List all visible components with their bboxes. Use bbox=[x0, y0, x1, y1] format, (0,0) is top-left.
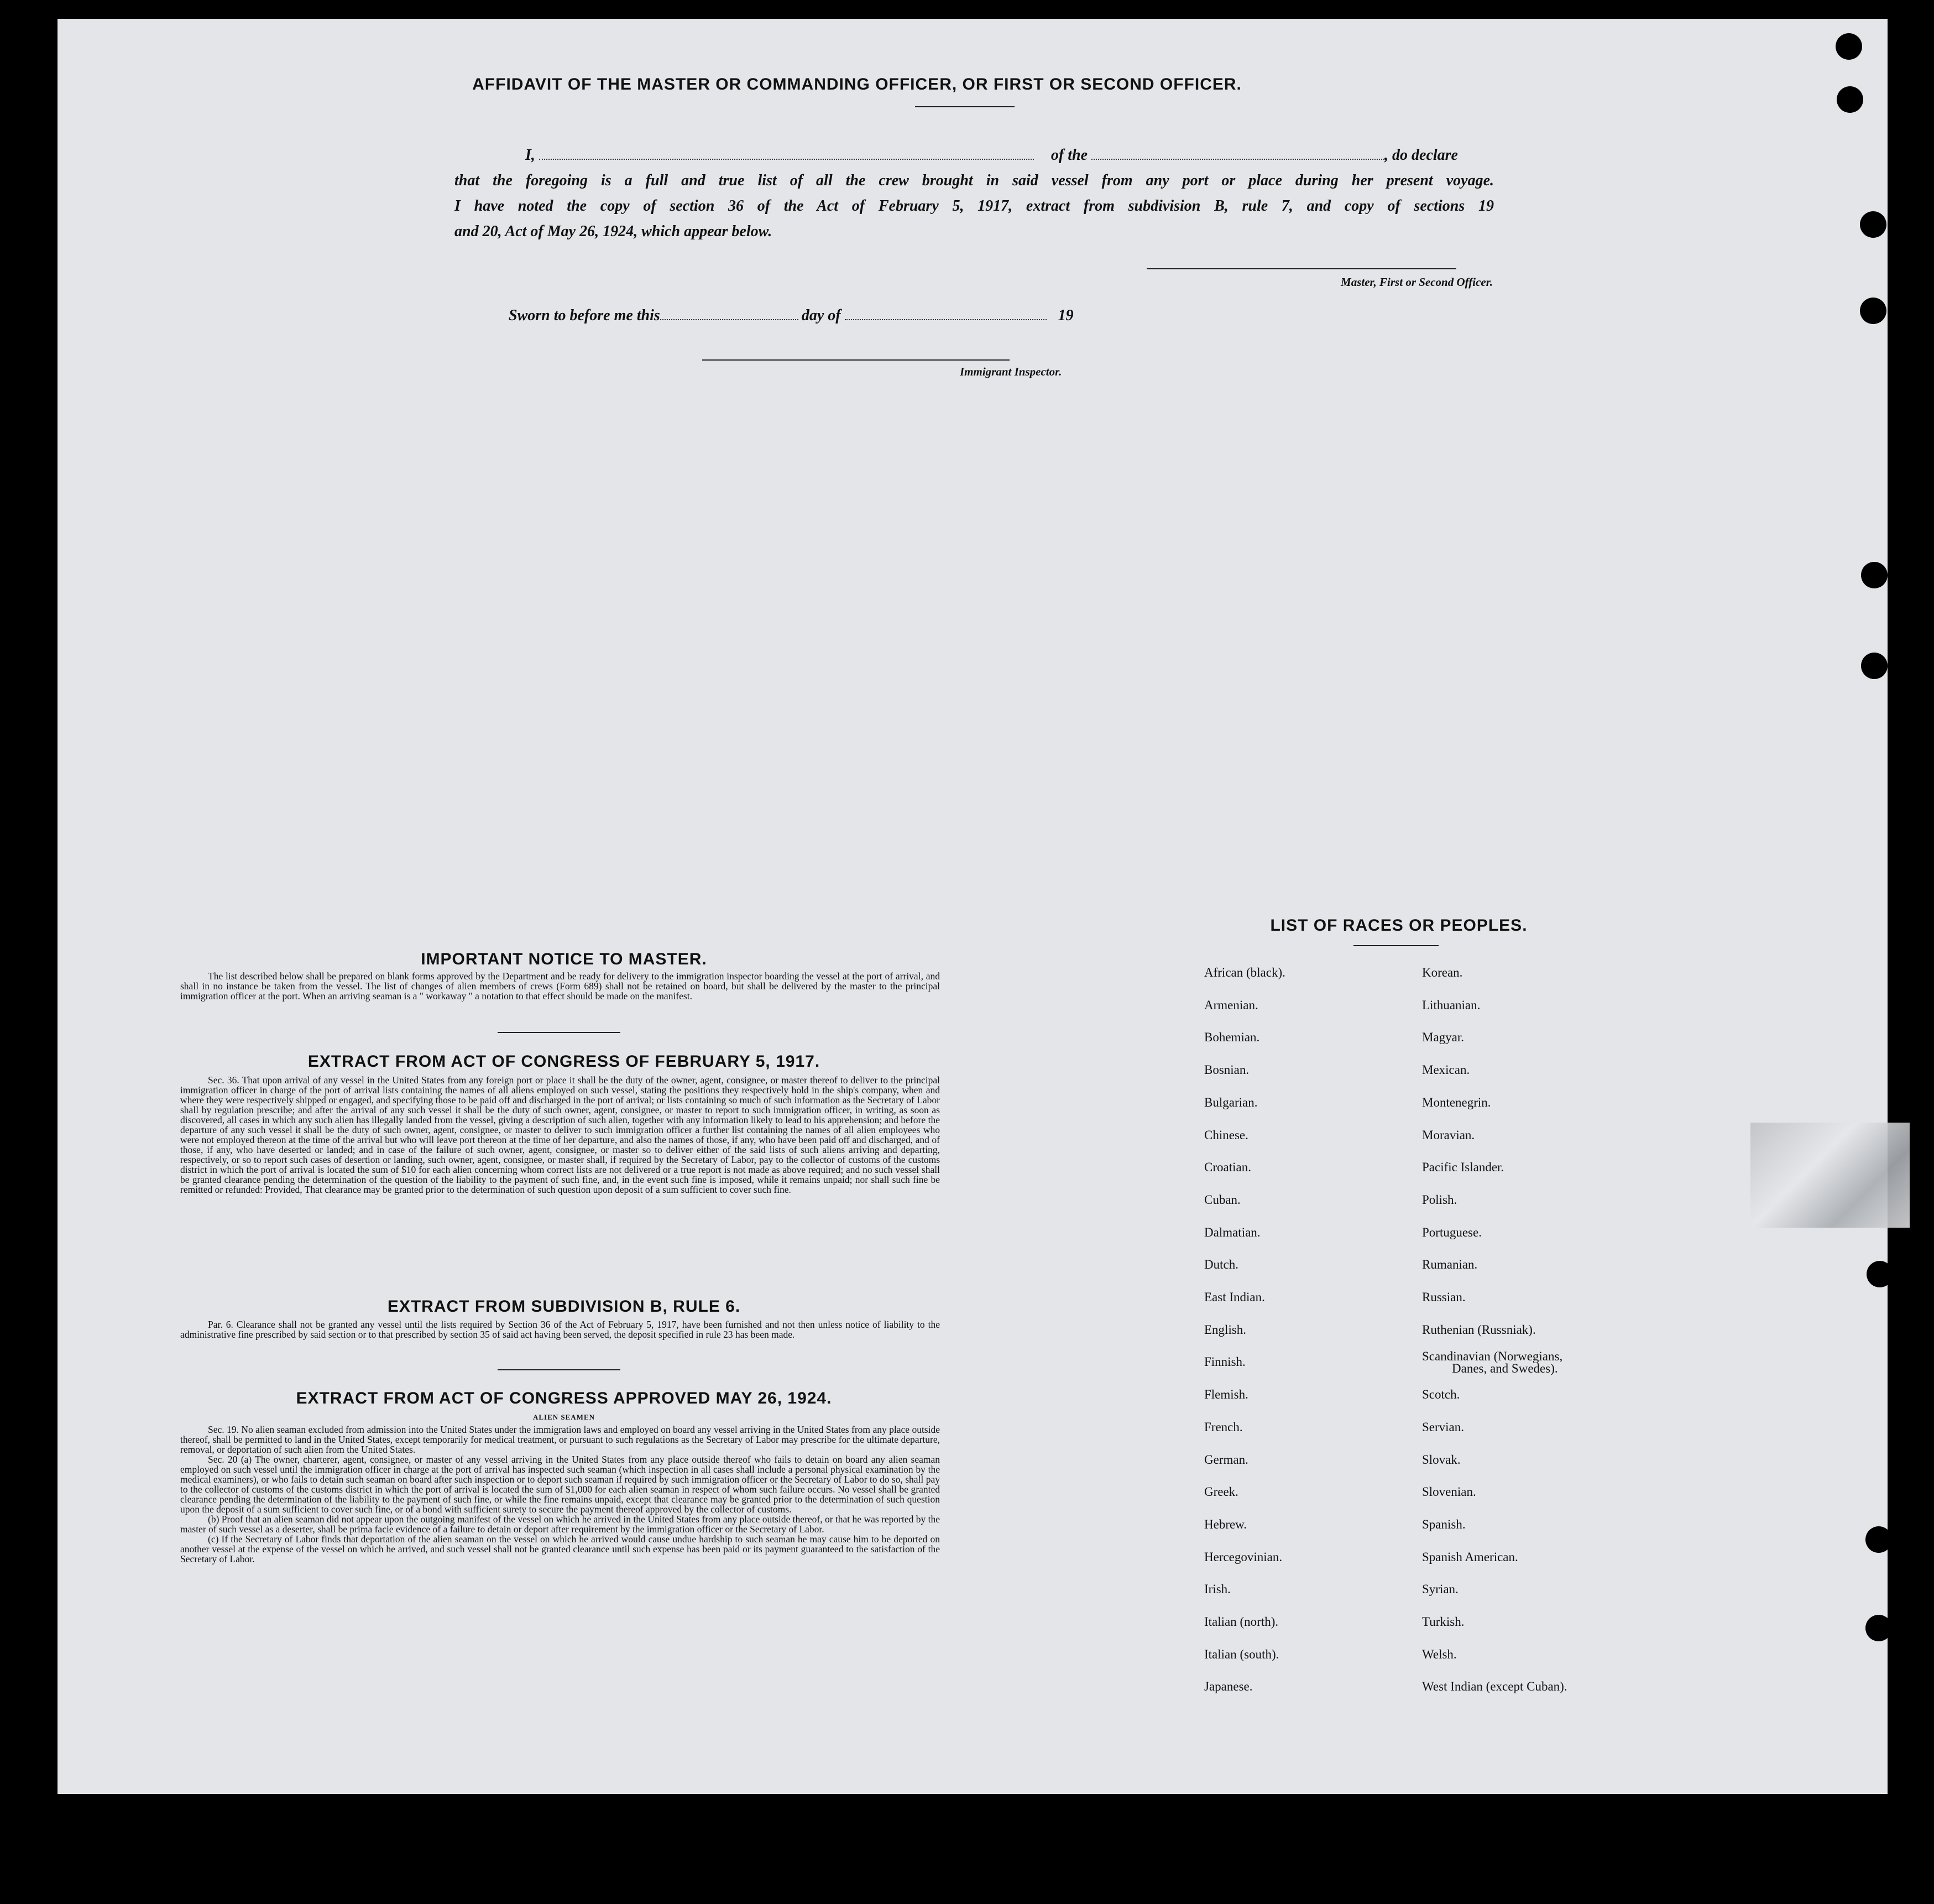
race-item: West Indian (except Cuban). bbox=[1422, 1679, 1567, 1694]
notice-title: IMPORTANT NOTICE TO MASTER. bbox=[421, 950, 707, 968]
race-item: Syrian. bbox=[1422, 1582, 1459, 1597]
race-item: Moravian. bbox=[1422, 1128, 1475, 1142]
race-item: Rumanian. bbox=[1422, 1258, 1478, 1272]
affidavit-line-1 bbox=[525, 143, 1494, 168]
affidavit-line-3: I have noted the copy of section 36 of the Act of February 5, 1917, extract from subdivision B, rule 7, and copy of sections 19 bbox=[454, 197, 1494, 215]
race-item: Ruthenian (Russniak). bbox=[1422, 1322, 1536, 1337]
sworn-day-label: day of bbox=[801, 307, 841, 324]
race-item: Turkish. bbox=[1422, 1615, 1465, 1629]
section-36-paragraph: Sec. 36. That upon arrival of any vessel in the United States from any foreign port or place it shall be the duty of the owner, agent, consignee, or master thereof to deliver to the principal immigration officer in charge of the port of arrival lists containing the names of all aliens employed on such vessel, stating the positions they respectively hold in the ship's company, when and where they were respectively shipped or engaged, and specifying those to be paid off and discharged in the port of arrival; or lists containing so much of such information as the Secretary of Labor shall by regulation prescribe; and after the arrival of any such vessel it shall be the duty of such owner, agent, consignee, or master to report to such immigration officer, in writing, as soon as discovered, all cases in which any such alien has illegally landed from the vessel, giving a description of such alien, together with any information likely to lead to his apprehension; and before the departure of any such vessel it shall be the duty of such owner, agent, consignee, or master to deliver to such immigration officer a further list containing the names of all alien employees who were not employed thereon at the time of the arrival but who will leave port thereon at the time of her departure, and also the names of those, if any, who have been paid off and discharged, and of those, if any, who have deserted or landed; and in case of the failure of such owner, agent, consignee, or master so to deliver either of the said lists of such aliens arriving and departing, respectively, or so to report such cases of desertion or landing, such owner, agent, consignee, or master shall, if required by the Secretary of Labor, pay to the collector of customs of the customs district in which the port of arrival is located the sum of $10 for each alien concerning whom correct lists are not delivered or a true report is not made as above required; and no such vessel shall be granted clearance pending the determination of the question of the liability to the payment of such fine, and, in the event such fine is imposed, while it remains unpaid; nor shall such fine be remitted or refunded: Provided, That clearance may be granted prior to the determination of such question upon deposit of a sum sufficient to cover such fine. bbox=[180, 1074, 940, 1195]
races-title-rule bbox=[1353, 945, 1439, 946]
title-rule bbox=[915, 106, 1015, 107]
race-item: Greek. bbox=[1204, 1485, 1238, 1499]
declarant-name-field[interactable] bbox=[539, 153, 1034, 160]
race-item: Bohemian. bbox=[1204, 1030, 1260, 1045]
race-item: Scotch. bbox=[1422, 1387, 1460, 1402]
inspector-caption: Immigrant Inspector. bbox=[960, 365, 1062, 378]
race-item: East Indian. bbox=[1204, 1290, 1265, 1304]
section-20b-paragraph: (b) Proof that an alien seaman did not appear upon the outgoing manifest of the vessel on which he arrived in the United States from any place outside thereof, or that he was reported by the master of such vessel as a deserter, shall be prima facie evidence of a failure to detain or deport after requirement by the immigration officer or the Secretary of Labor. bbox=[180, 1514, 940, 1535]
races-title: LIST OF RACES OR PEOPLES. bbox=[1270, 916, 1528, 935]
race-item: Dalmatian. bbox=[1204, 1225, 1261, 1239]
race-item: Croatian. bbox=[1204, 1160, 1251, 1175]
declarant-label: I, bbox=[525, 147, 535, 164]
vessel-name-field[interactable] bbox=[1091, 153, 1384, 160]
race-item: Pacific Islander. bbox=[1422, 1160, 1504, 1175]
alien-seamen-subtitle: ALIEN SEAMEN bbox=[532, 1413, 595, 1421]
race-item: Portuguese. bbox=[1422, 1225, 1482, 1239]
race-item: Hebrew. bbox=[1204, 1517, 1247, 1531]
race-item: Slovenian. bbox=[1422, 1485, 1476, 1499]
race-item: Polish. bbox=[1422, 1192, 1457, 1207]
divider bbox=[498, 1369, 620, 1370]
race-item: English. bbox=[1204, 1322, 1247, 1337]
race-item: Finnish. bbox=[1204, 1355, 1246, 1369]
section-19-paragraph: Sec. 19. No alien seaman excluded from admission into the United States under the immigration laws and employed on board any vessel arriving in the United States from any place outside thereof, shall be permitted to land in the United States, except temporarily for medical treatment, or pursuant to such regulations as the Secretary of Labor may prescribe for the ultimate departure, removal, or deportation of such alien from the United States. bbox=[180, 1424, 940, 1455]
race-item: Lithuanian. bbox=[1422, 998, 1481, 1012]
punch-hole bbox=[1867, 1261, 1893, 1287]
divider bbox=[498, 1032, 620, 1033]
race-item: Italian (north). bbox=[1204, 1615, 1279, 1629]
race-item: German. bbox=[1204, 1452, 1248, 1467]
race-item: Russian. bbox=[1422, 1290, 1466, 1304]
punch-hole bbox=[1861, 562, 1888, 588]
race-item: Welsh. bbox=[1422, 1647, 1457, 1661]
race-item: Scandinavian (Norwegians, Danes, and Swedes). bbox=[1422, 1349, 1563, 1376]
punch-hole bbox=[1837, 86, 1863, 113]
sworn-day-field[interactable] bbox=[660, 314, 798, 320]
inspector-signature-line[interactable] bbox=[702, 359, 1010, 361]
race-item: Servian. bbox=[1422, 1420, 1465, 1434]
notice-text bbox=[180, 971, 940, 1001]
extract-1917-title: EXTRACT FROM ACT OF CONGRESS OF FEBRUARY 5, 1917. bbox=[307, 1052, 820, 1071]
race-item: Mexican. bbox=[1422, 1063, 1470, 1077]
paper-damage bbox=[1750, 1123, 1910, 1228]
punch-hole bbox=[1865, 1615, 1892, 1641]
race-item: Armenian. bbox=[1204, 998, 1258, 1012]
race-item: Bosnian. bbox=[1204, 1063, 1250, 1077]
race-item: Chinese. bbox=[1204, 1128, 1248, 1142]
extract-1924-title: EXTRACT FROM ACT OF CONGRESS APPROVED MAY 26, 1924. bbox=[296, 1389, 832, 1407]
master-caption: Master, First or Second Officer. bbox=[1341, 275, 1493, 289]
race-item: Hercegovinian. bbox=[1204, 1550, 1283, 1564]
race-item: Slovak. bbox=[1422, 1452, 1461, 1467]
declare-label: , do declare bbox=[1384, 147, 1458, 164]
race-item: Japanese. bbox=[1204, 1679, 1253, 1694]
sworn-year-label: 19 bbox=[1058, 307, 1074, 324]
race-item: Bulgarian. bbox=[1204, 1095, 1258, 1109]
race-item: Spanish. bbox=[1422, 1517, 1466, 1531]
extract-1917-text bbox=[180, 1075, 940, 1194]
punch-hole bbox=[1865, 1526, 1892, 1553]
extract-1924-text bbox=[180, 1425, 940, 1564]
punch-hole bbox=[1836, 33, 1862, 60]
punch-hole bbox=[1860, 298, 1886, 324]
affidavit-line-4: and 20, Act of May 26, 1924, which appear below. bbox=[454, 223, 772, 240]
punch-hole bbox=[1860, 211, 1886, 238]
sworn-month-field[interactable] bbox=[845, 314, 1047, 320]
affidavit-title: AFFIDAVIT OF THE MASTER OR COMMANDING OFFICER, OR FIRST OR SECOND OFFICER. bbox=[472, 75, 1242, 93]
notice-paragraph: The list described below shall be prepared on blank forms approved by the Department and be ready for delivery to the immigration inspector boarding the vessel at the port of arrival, and shall in no instance be taken from the vessel. The list of changes of alien members of crews (Form 689) shall not be retained on board, but shall be delivered by the master to the principal immigration officer at the port. When an arriving seaman is a " workaway " a notation to that effect should be made on the manifest. bbox=[180, 971, 940, 1001]
paragraph-6: Par. 6. Clearance shall not be granted any vessel until the lists required by Section 36 of the Act of February 5, 1917, have been furnished and not then unless notice of liability to the administrative fine prescribed by said section or to that prescribed by section 35 of said act having been served, the deposit specified in rule 23 has been made. bbox=[180, 1319, 940, 1340]
race-item: African (black). bbox=[1204, 966, 1285, 979]
subdivision-title: EXTRACT FROM SUBDIVISION B, RULE 6. bbox=[387, 1297, 741, 1316]
section-20c-paragraph: (c) If the Secretary of Labor finds that deportation of the alien seaman on the vessel on which he arrived would cause undue hardship to such seaman he may cause him to be deported on another vessel at the expense of the vessel on which he arrived, and such vessel shall not be granted clearance until such expense has been paid or its payment guaranteed to the satisfaction of the Secretary of Labor. bbox=[180, 1533, 940, 1564]
sworn-label: Sworn to before me this bbox=[509, 307, 660, 324]
race-item: Magyar. bbox=[1422, 1030, 1465, 1045]
vessel-label: of the bbox=[1050, 147, 1088, 164]
punch-hole bbox=[1861, 653, 1888, 679]
affidavit-line-2: that the foregoing is a full and true list of all the crew brought in said vessel from any port or place during her present voyage. bbox=[454, 172, 1494, 189]
sworn-line bbox=[509, 303, 1117, 328]
subdivision-text bbox=[180, 1319, 940, 1339]
race-item: Dutch. bbox=[1204, 1258, 1238, 1272]
race-item: French. bbox=[1204, 1420, 1243, 1434]
section-20a-paragraph: Sec. 20 (a) The owner, charterer, agent, consignee, or master of any vessel arriving in the United States from any place outside thereof who fails to detain on board any alien seaman employed on such vessel until the immigration officer in charge at the port of arrival has inspected such seaman (which inspection in all cases shall include a personal physical examination by the medical examiners), or who fails to detain such seaman on board after such inspection or to deport such seaman if required by such immigration officer or the Secretary of Labor to do so, shall pay to the collector of customs of the customs district in which the port of arrival is located the sum of $1,000 for each alien seaman in respect of whom such failure occurs. No vessel shall be granted clearance pending the determination of the liability to the payment of such fine, or while the fine remains unpaid, except that clearance may be granted prior to the determination of such question upon the deposit of a sum sufficient to cover such fine, or of a bond with sufficient surety to secure the payment thereof approved by the collector of customs. bbox=[180, 1454, 940, 1515]
master-signature-line[interactable] bbox=[1147, 268, 1456, 269]
race-item: Irish. bbox=[1204, 1582, 1231, 1597]
race-item: Spanish American. bbox=[1422, 1550, 1518, 1564]
race-item: Flemish. bbox=[1204, 1387, 1248, 1402]
race-item: Italian (south). bbox=[1204, 1647, 1279, 1661]
race-item: Montenegrin. bbox=[1422, 1095, 1491, 1109]
race-item: Cuban. bbox=[1204, 1192, 1241, 1207]
race-item: Korean. bbox=[1422, 966, 1463, 979]
